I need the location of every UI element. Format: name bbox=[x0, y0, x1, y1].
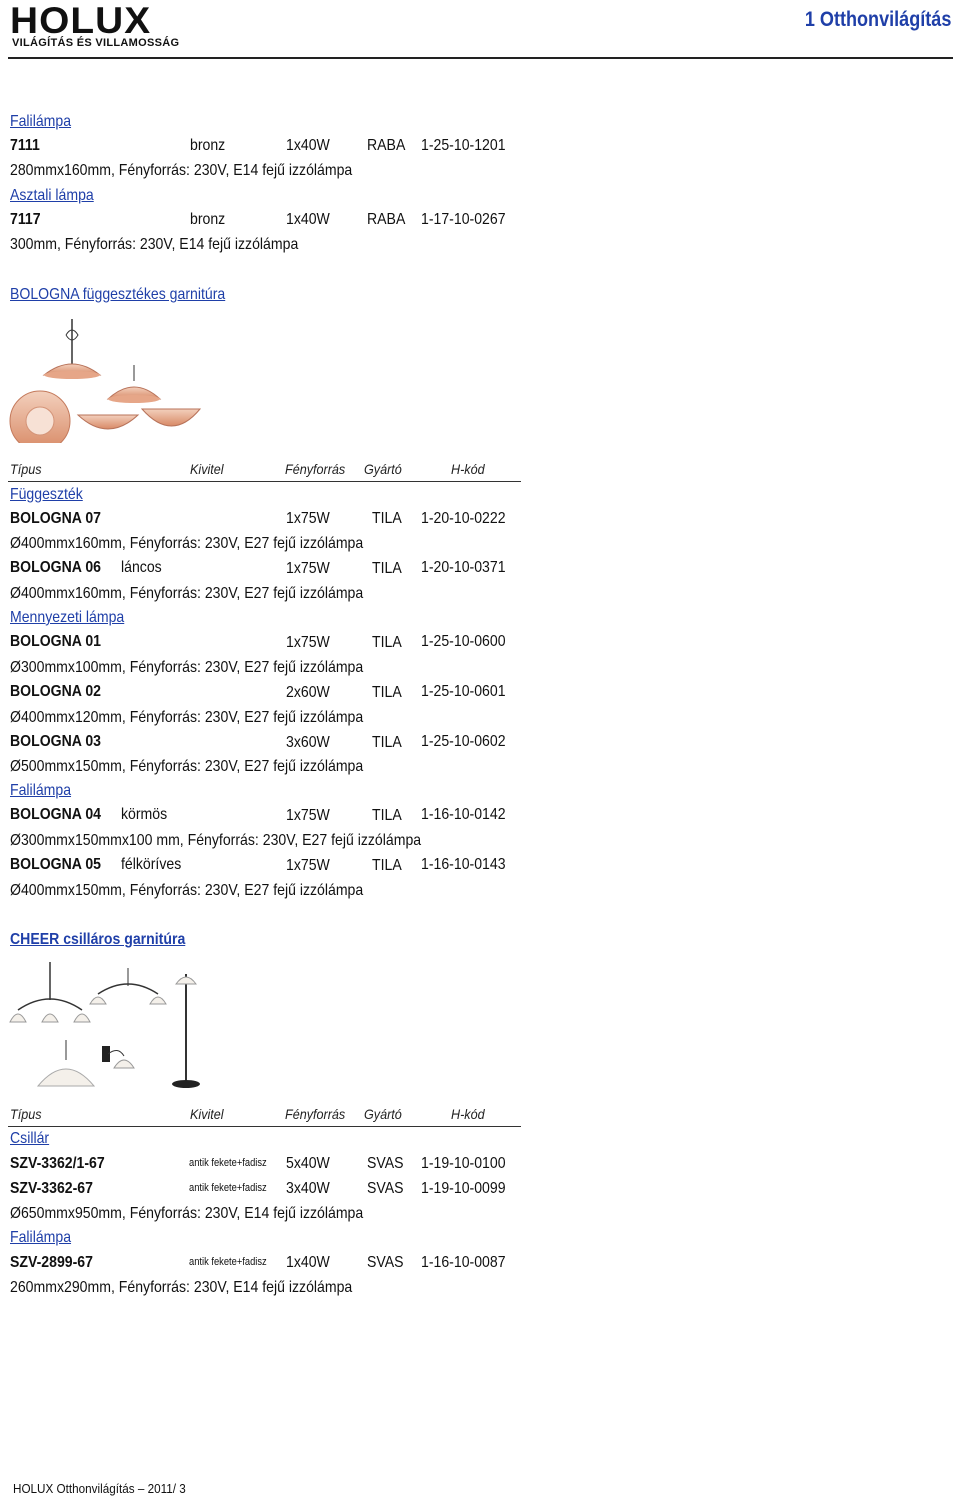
product-spec: 300mm, Fényforrás: 230V, E14 fejű izzólámpa bbox=[10, 236, 299, 253]
col-header-tipus: Típus bbox=[10, 461, 42, 477]
product-maker: TILA bbox=[372, 807, 402, 824]
page-title: 1 Otthonvilágítás bbox=[804, 8, 951, 31]
product-kivitel: bronz bbox=[190, 211, 226, 228]
category-falilampa: Falilámpa bbox=[10, 782, 72, 799]
product-maker: TILA bbox=[372, 560, 402, 577]
product-code: 1-20-10-0222 bbox=[421, 510, 506, 527]
logo-wordmark: HOLUX bbox=[10, 0, 152, 41]
product-spec: Ø400mmx160mm, Fényforrás: 230V, E27 fejű izzólámpa bbox=[10, 585, 364, 602]
holux-logo bbox=[10, 0, 216, 49]
product-light: 1x40W bbox=[286, 137, 330, 154]
product-type: BOLOGNA 05 bbox=[10, 856, 102, 873]
product-spec: Ø500mmx150mm, Fényforrás: 230V, E27 fejű izzólámpa bbox=[10, 758, 364, 775]
product-spec: Ø400mmx160mm, Fényforrás: 230V, E27 fejű izzólámpa bbox=[10, 535, 364, 552]
table-header-divider bbox=[8, 481, 521, 482]
product-spec: Ø650mmx950mm, Fényforrás: 230V, E14 fejű izzólámpa bbox=[10, 1205, 364, 1222]
product-code: 1-19-10-0100 bbox=[421, 1155, 506, 1172]
product-spec: Ø300mmx150mmx100 mm, Fényforrás: 230V, E27 fejű izzólámpa bbox=[10, 832, 422, 849]
product-light: 1x75W bbox=[286, 560, 330, 577]
cheer-product-image bbox=[8, 960, 208, 1090]
product-code: 1-16-10-0087 bbox=[421, 1254, 506, 1271]
col-header-hkod: H-kód bbox=[451, 461, 485, 477]
category-falilampa: Falilámpa bbox=[10, 113, 72, 130]
col-header-fenyforras: Fényforrás bbox=[285, 1106, 346, 1122]
product-variant: félköríves bbox=[121, 856, 182, 873]
product-light: 3x60W bbox=[286, 734, 330, 751]
product-spec: 260mmx290mm, Fényforrás: 230V, E14 fejű izzólámpa bbox=[10, 1279, 353, 1296]
category-csillar: Csillár bbox=[10, 1130, 50, 1147]
product-maker: TILA bbox=[372, 684, 402, 701]
product-code: 1-25-10-1201 bbox=[421, 137, 506, 154]
product-code: 1-16-10-0143 bbox=[421, 856, 506, 873]
category-fuggesztek: Függeszték bbox=[10, 486, 83, 503]
product-maker: SVAS bbox=[367, 1155, 404, 1172]
product-maker: TILA bbox=[372, 510, 402, 527]
product-spec: Ø400mmx120mm, Fényforrás: 230V, E27 fejű izzólámpa bbox=[10, 709, 364, 726]
product-type: SZV-3362/1-67 bbox=[10, 1155, 105, 1172]
product-maker: TILA bbox=[372, 857, 402, 874]
product-type: 7111 bbox=[10, 137, 40, 154]
col-header-gyarto: Gyártó bbox=[364, 461, 402, 477]
product-variant: láncos bbox=[121, 559, 162, 576]
header-rule bbox=[8, 57, 953, 59]
product-maker: TILA bbox=[372, 634, 402, 651]
product-code: 1-19-10-0099 bbox=[421, 1180, 506, 1197]
product-light: 3x40W bbox=[286, 1180, 330, 1197]
product-spec: Ø300mmx100mm, Fényforrás: 230V, E27 fejű izzólámpa bbox=[10, 659, 364, 676]
product-code: 1-25-10-0602 bbox=[421, 733, 506, 750]
product-type: SZV-2899-67 bbox=[10, 1254, 93, 1271]
product-maker: TILA bbox=[372, 734, 402, 751]
product-light: 1x75W bbox=[286, 510, 330, 527]
product-spec: Ø400mmx150mm, Fényforrás: 230V, E27 fejű izzólámpa bbox=[10, 882, 364, 899]
col-header-hkod: H-kód bbox=[451, 1106, 485, 1122]
product-maker: SVAS bbox=[367, 1180, 404, 1197]
product-code: 1-20-10-0371 bbox=[421, 559, 506, 576]
product-kivitel: bronz bbox=[190, 137, 226, 154]
logo-tagline: VILÁGÍTÁS ÉS VILLAMOSSÁG bbox=[12, 37, 180, 49]
category-mennyezeti: Mennyezeti lámpa bbox=[10, 609, 125, 626]
col-header-tipus: Típus bbox=[10, 1106, 42, 1122]
product-type: BOLOGNA 04 bbox=[10, 806, 102, 823]
section-title-cheer: CHEER csilláros garnitúra bbox=[10, 931, 186, 948]
col-header-kivitel: Kivitel bbox=[190, 1106, 224, 1122]
product-maker: RABA bbox=[367, 211, 406, 228]
product-code: 1-25-10-0600 bbox=[421, 633, 506, 650]
product-code: 1-17-10-0267 bbox=[421, 211, 506, 228]
product-variant: körmös bbox=[121, 806, 168, 823]
table-header-divider bbox=[8, 1126, 521, 1127]
product-type: BOLOGNA 06 bbox=[10, 559, 102, 576]
product-light: 1x40W bbox=[286, 1254, 330, 1271]
product-code: 1-16-10-0142 bbox=[421, 806, 506, 823]
product-spec: 280mmx160mm, Fényforrás: 230V, E14 fejű izzólámpa bbox=[10, 162, 353, 179]
col-header-kivitel: Kivitel bbox=[190, 461, 224, 477]
product-type: BOLOGNA 07 bbox=[10, 510, 102, 527]
bologna-product-image bbox=[8, 315, 203, 443]
product-code: 1-25-10-0601 bbox=[421, 683, 506, 700]
product-light: 1x40W bbox=[286, 211, 330, 228]
product-type: BOLOGNA 03 bbox=[10, 733, 102, 750]
product-kivitel: antik fekete+fadisz bbox=[189, 1157, 267, 1169]
product-light: 2x60W bbox=[286, 684, 330, 701]
product-light: 1x75W bbox=[286, 634, 330, 651]
page-footer: HOLUX Otthonvilágítás – 2011/ 3 bbox=[13, 1481, 186, 1496]
category-falilampa: Falilámpa bbox=[10, 1229, 72, 1246]
product-light: 5x40W bbox=[286, 1155, 330, 1172]
product-type: 7117 bbox=[10, 211, 41, 228]
product-maker: SVAS bbox=[367, 1254, 404, 1271]
product-maker: RABA bbox=[367, 137, 406, 154]
product-type: BOLOGNA 01 bbox=[10, 633, 102, 650]
col-header-fenyforras: Fényforrás bbox=[285, 461, 346, 477]
section-title-bologna: BOLOGNA függesztékes garnitúra bbox=[10, 286, 226, 303]
category-asztali: Asztali lámpa bbox=[10, 187, 94, 204]
product-kivitel: antik fekete+fadisz bbox=[189, 1182, 267, 1194]
product-kivitel: antik fekete+fadisz bbox=[189, 1256, 267, 1268]
product-type: SZV-3362-67 bbox=[10, 1180, 93, 1197]
product-light: 1x75W bbox=[286, 857, 330, 874]
product-type: BOLOGNA 02 bbox=[10, 683, 102, 700]
col-header-gyarto: Gyártó bbox=[364, 1106, 402, 1122]
product-light: 1x75W bbox=[286, 807, 330, 824]
